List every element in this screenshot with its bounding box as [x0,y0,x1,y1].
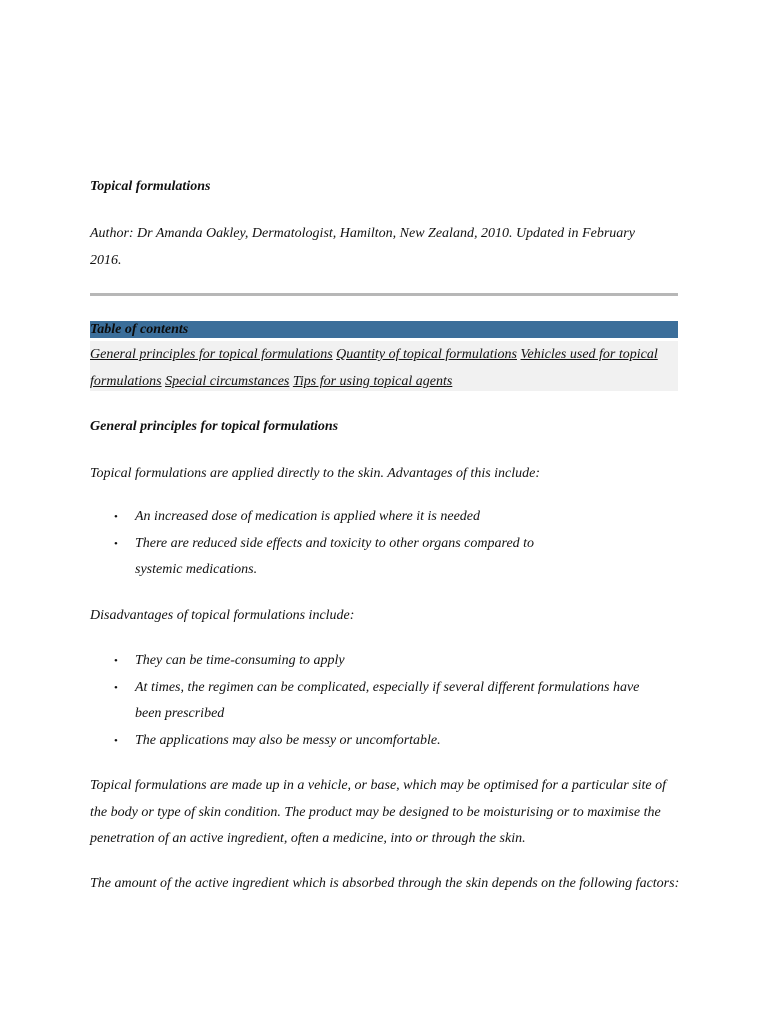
section-heading: General principles for topical formulations [90,419,339,434]
bullet-icon: • [114,681,118,694]
list-item [90,648,650,675]
toc-links [90,341,678,391]
list-item [90,728,650,755]
bullet-icon: • [114,734,118,747]
author-line [90,220,678,274]
advantages-list [90,504,650,584]
toc-link-quantity[interactable]: Quantity of topical formulations [336,347,517,362]
toc-link-special-circumstances[interactable]: Special circumstances [165,374,290,389]
list-item-text: The applications may also be messy or uncomfortable. [135,732,441,748]
toc-header: Table of contents [90,321,678,338]
bullet-icon: • [114,537,118,550]
list-item [90,531,555,584]
disadvantages-list [90,648,650,754]
absorption-paragraph: The amount of the active ingredient which is absorbed through the skin depends on the following factors: [90,876,680,891]
list-item-text: At times, the regimen can be complicated, especially if several different formulations have been prescribed [135,679,640,721]
toc-link-tips[interactable]: Tips for using topical agents [292,374,453,389]
list-item-text: There are reduced side effects and toxicity to other organs compared to systemic medications. [135,535,535,577]
vehicle-paragraph: Topical formulations are made up in a vehicle, or base, which may be optimised for a particular site of the body or type of skin condition. The product may be designed to be moisturising or to maximise the penetration of an active ingredient, often a medicine, into or through the skin. [90,778,667,846]
author-text: Author: Dr Amanda Oakley, Dermatologist, Hamilton, New Zealand, 2010. Updated in February [90,226,635,241]
document-title: Topical formulations [90,179,211,194]
toc-link-vehicles[interactable]: Vehicles used for topical formulations [90,347,658,389]
bullet-icon: • [114,655,118,667]
bullet-icon: • [114,511,118,523]
list-item-text: An increased dose of medication is applied where it is needed [135,509,481,524]
author-text-continued: 2016. [90,253,122,268]
horizontal-divider [90,293,678,296]
disadvantages-intro: Disadvantages of topical formulations include: [90,608,355,623]
list-item-text: They can be time-consuming to apply [135,653,345,668]
advantages-intro: Topical formulations are applied directly to the skin. Advantages of this include: [90,466,541,481]
toc-link-general-principles[interactable]: General principles for topical formulations [90,347,333,362]
list-item [90,675,650,728]
list-item [90,504,650,531]
